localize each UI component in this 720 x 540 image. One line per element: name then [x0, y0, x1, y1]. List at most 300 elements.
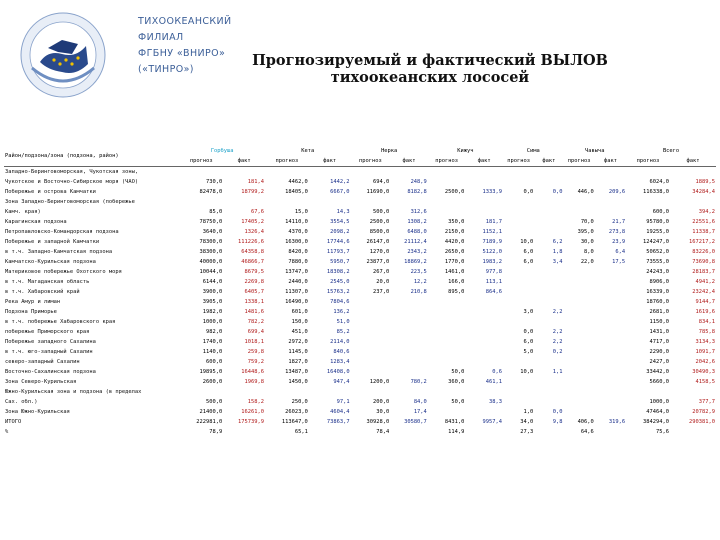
actual-cell	[595, 357, 626, 367]
forecast-cell	[563, 267, 594, 277]
forecast-subheader: прогноз	[359, 158, 382, 164]
forecast-cell: 10,0	[520, 369, 534, 375]
species-header: Кижуч	[457, 148, 474, 154]
forecast-cell	[351, 357, 391, 367]
actual-cell: 6,4	[615, 249, 626, 255]
actual-cell	[595, 377, 626, 387]
forecast-cell: 8431,0	[444, 419, 465, 425]
forecast-cell: 23877,0	[366, 259, 390, 265]
forecast-cell	[265, 387, 309, 397]
forecast-cell	[503, 387, 534, 397]
actual-cell: 0,6	[492, 369, 502, 375]
forecast-cell: 0,0	[523, 189, 534, 195]
forecast-cell: 21400,0	[199, 409, 223, 415]
actual-cell: 377,7	[698, 399, 715, 405]
actual-cell: 11338,7	[692, 229, 715, 235]
forecast-cell: 3900,0	[202, 289, 223, 295]
actual-cell: 17744,6	[326, 239, 350, 245]
forecast-cell: 78,4	[376, 429, 390, 435]
actual-cell	[390, 167, 428, 178]
forecast-cell: 3,0	[523, 309, 534, 315]
forecast-cell: 33442,0	[646, 369, 669, 375]
forecast-cell: 6,0	[523, 249, 534, 255]
actual-cell	[595, 337, 626, 347]
forecast-cell	[563, 377, 594, 387]
actual-cell: 1091,7	[695, 349, 715, 355]
species-header-row	[4, 146, 716, 156]
forecast-cell	[428, 407, 466, 417]
page-title	[230, 52, 630, 86]
actual-cell: 1619,6	[695, 309, 715, 315]
actual-cell	[465, 407, 503, 417]
actual-subheader: факт	[686, 158, 700, 164]
actual-cell: 30580,7	[404, 419, 427, 425]
actual-cell	[595, 287, 626, 297]
forecast-cell: 1150,0	[649, 319, 669, 325]
actual-cell: 23242,4	[692, 289, 715, 295]
actual-cell	[534, 377, 563, 387]
forecast-cell: 24243,0	[646, 269, 669, 275]
actual-cell: 1338,1	[244, 299, 264, 305]
forecast-cell: 6,0	[523, 339, 534, 345]
forecast-cell	[503, 297, 534, 307]
forecast-cell: 26147,0	[366, 239, 390, 245]
forecast-cell: 19255,0	[646, 229, 669, 235]
forecast-cell	[351, 307, 391, 317]
forecast-cell: 1140,0	[202, 349, 223, 355]
row-label: ИТОГО	[5, 419, 22, 425]
actual-cell	[670, 167, 716, 178]
table-row	[4, 417, 716, 427]
actual-cell	[465, 317, 503, 327]
actual-cell: 290381,0	[689, 419, 715, 425]
actual-cell: 1333,9	[482, 189, 502, 195]
row-label: побережье Приморского края	[5, 329, 90, 335]
forecast-cell	[503, 197, 534, 207]
table-row	[4, 407, 716, 417]
table-row	[4, 357, 716, 367]
actual-cell: 14,3	[336, 209, 350, 215]
species-header: Нерка	[381, 148, 398, 154]
forecast-cell: 2681,0	[649, 309, 669, 315]
forecast-cell: 1827,0	[288, 359, 308, 365]
forecast-cell	[503, 357, 534, 367]
forecast-cell: 13747,0	[285, 269, 308, 275]
actual-cell: 699,4	[247, 329, 264, 335]
forecast-cell	[503, 397, 534, 407]
actual-cell	[465, 427, 503, 437]
actual-cell	[595, 427, 626, 437]
forecast-cell: 34,0	[520, 419, 534, 425]
actual-cell	[670, 197, 716, 207]
forecast-cell	[563, 167, 594, 178]
forecast-cell: 11307,0	[285, 289, 308, 295]
actual-cell	[390, 357, 428, 367]
forecast-cell: 4370,0	[288, 229, 308, 235]
forecast-cell: 114,9	[448, 429, 465, 435]
actual-cell	[390, 387, 428, 397]
forecast-subheader: прогноз	[189, 158, 213, 164]
forecast-cell	[428, 207, 466, 217]
forecast-cell	[503, 377, 534, 387]
forecast-cell: 7880,0	[288, 259, 308, 265]
forecast-cell: 78,9	[209, 429, 223, 435]
forecast-cell: 124247,0	[642, 239, 669, 245]
actual-cell: 6405,7	[244, 289, 264, 295]
row-label: в т.ч. побережье Хабаровского края	[5, 319, 116, 325]
forecast-cell: 15,0	[294, 209, 308, 215]
forecast-cell: 4462,0	[288, 179, 308, 185]
forecast-cell	[428, 197, 466, 207]
forecast-cell: 18760,0	[646, 299, 669, 305]
forecast-cell	[626, 387, 670, 397]
actual-cell: 1442,2	[330, 179, 350, 185]
forecast-cell: 384294,0	[642, 419, 669, 425]
forecast-cell: 16339,0	[646, 289, 669, 295]
forecast-subheader: прогноз	[567, 158, 591, 164]
actual-cell: 1283,4	[330, 359, 350, 365]
forecast-cell: 1200,0	[369, 379, 390, 385]
forecast-cell	[265, 197, 309, 207]
actual-cell: 312,6	[410, 209, 427, 215]
actual-cell: 18799,2	[241, 189, 264, 195]
actual-cell	[595, 177, 626, 187]
species-header: Кета	[301, 148, 315, 154]
table-row	[4, 167, 716, 178]
table-row	[4, 307, 716, 317]
forecast-cell: 19895,0	[199, 369, 223, 375]
table-row	[4, 247, 716, 257]
title-line-2: тихоокеанских лососей	[330, 69, 530, 86]
actual-cell	[670, 427, 716, 437]
forecast-cell: 38300,0	[199, 249, 223, 255]
actual-cell: 16448,6	[241, 369, 264, 375]
forecast-cell	[428, 387, 466, 397]
forecast-cell: 70,0	[580, 219, 594, 225]
forecast-cell	[428, 347, 466, 357]
actual-cell: 9,8	[552, 419, 563, 425]
forecast-cell: 237,0	[372, 289, 390, 295]
actual-cell	[595, 277, 626, 287]
actual-cell	[223, 167, 265, 178]
row-label: в т.ч. юго-западный Сахалин	[5, 349, 93, 355]
forecast-cell	[428, 327, 466, 337]
forecast-cell: 14110,0	[285, 219, 308, 225]
forecast-cell: 4717,0	[649, 339, 669, 345]
actual-cell	[534, 427, 563, 437]
forecast-cell	[428, 337, 466, 347]
row-label: Зона Западно-Беринговоморская (побережье	[5, 199, 135, 205]
forecast-cell: 50,0	[451, 399, 465, 405]
forecast-cell: 600,0	[205, 359, 223, 365]
forecast-cell: 65,1	[294, 429, 308, 435]
actual-cell: 6488,0	[407, 229, 427, 235]
forecast-cell: 113647,0	[281, 419, 308, 425]
actual-cell: 3,4	[552, 259, 563, 265]
actual-cell: 4604,4	[330, 409, 350, 415]
actual-cell: 1481,6	[244, 309, 264, 315]
species-header: Сима	[526, 148, 540, 154]
forecast-cell: 1431,0	[649, 329, 669, 335]
actual-cell: 16261,0	[241, 409, 264, 415]
table-row	[4, 367, 716, 377]
forecast-cell: 73555,0	[646, 259, 669, 265]
forecast-cell: 600,0	[652, 209, 669, 215]
actual-cell: 16408,0	[326, 369, 350, 375]
row-label: Камч. края)	[5, 209, 41, 215]
forecast-cell	[563, 397, 594, 407]
actual-cell: 85,2	[336, 329, 350, 335]
actual-cell: 18308,2	[326, 269, 350, 275]
forecast-cell: 22,0	[580, 259, 594, 265]
actual-cell: 30490,3	[692, 369, 715, 375]
forecast-cell: 166,0	[448, 279, 465, 285]
forecast-cell: 2600,0	[202, 379, 223, 385]
actual-cell: 51,0	[336, 319, 350, 325]
forecast-cell: 11690,0	[366, 189, 390, 195]
table-row	[4, 177, 716, 187]
forecast-cell: 730,0	[205, 179, 223, 185]
forecast-cell: 30928,0	[366, 419, 390, 425]
forecast-cell	[563, 307, 594, 317]
forecast-cell: 5,0	[523, 349, 534, 355]
forecast-cell: 82478,0	[199, 189, 223, 195]
actual-cell	[534, 277, 563, 287]
actual-cell: 17,4	[413, 409, 427, 415]
actual-subheader: факт	[323, 158, 337, 164]
forecast-cell: 500,0	[205, 399, 223, 405]
forecast-cell: 1461,0	[444, 269, 465, 275]
actual-cell	[223, 427, 265, 437]
actual-cell: 319,6	[608, 419, 626, 425]
actual-cell	[534, 287, 563, 297]
actual-cell	[595, 347, 626, 357]
actual-cell	[465, 357, 503, 367]
actual-cell	[534, 297, 563, 307]
actual-cell: 210,8	[410, 289, 427, 295]
actual-cell	[309, 197, 351, 207]
table-row	[4, 337, 716, 347]
actual-cell: 2042,6	[695, 359, 715, 365]
actual-cell	[534, 197, 563, 207]
actual-cell: 181,7	[485, 219, 502, 225]
forecast-cell: 13487,0	[285, 369, 308, 375]
actual-cell	[465, 337, 503, 347]
actual-cell	[595, 167, 626, 178]
row-label: Зона Южно-Курильская	[5, 409, 70, 415]
actual-cell: 394,2	[698, 209, 715, 215]
actual-cell: 864,6	[485, 289, 502, 295]
forecast-cell: 1000,0	[649, 399, 669, 405]
forecast-cell	[428, 167, 466, 178]
table-row	[4, 197, 716, 207]
forecast-cell: 64,6	[580, 429, 594, 435]
row-label: Восточно-Сахалинская подзона	[5, 369, 96, 375]
forecast-cell	[563, 357, 594, 367]
actual-cell: 12,2	[413, 279, 427, 285]
forecast-cell: 1145,0	[288, 349, 308, 355]
forecast-cell: 500,0	[372, 209, 390, 215]
actual-subheader: факт	[477, 158, 491, 164]
forecast-cell: 78300,0	[199, 239, 223, 245]
actual-cell: 22551,6	[692, 219, 715, 225]
row-label: Побережье и западной Камчатки	[5, 239, 100, 245]
org-line: («ТИНРО»)	[138, 64, 194, 75]
species-header: Всего	[662, 148, 680, 154]
forecast-cell: 16300,0	[285, 239, 308, 245]
forecast-cell	[563, 387, 594, 397]
organization-name	[138, 14, 238, 78]
forecast-cell: 895,0	[448, 289, 465, 295]
row-label: %	[5, 429, 9, 435]
actual-cell: 273,8	[608, 229, 626, 235]
row-label: в т.ч. Западно-Камчатская подзона	[5, 249, 113, 255]
forecast-cell: 1982,0	[202, 309, 223, 315]
forecast-cell	[503, 277, 534, 287]
tinro-logo-emblem	[18, 10, 108, 100]
forecast-cell: 1000,0	[202, 319, 223, 325]
forecast-cell	[428, 357, 466, 367]
forecast-cell	[428, 297, 466, 307]
actual-cell	[309, 387, 351, 397]
actual-cell: 7804,6	[330, 299, 350, 305]
forecast-cell	[351, 337, 391, 347]
actual-cell: 113,1	[485, 279, 502, 285]
actual-cell: 248,9	[410, 179, 427, 185]
actual-cell: 6667,0	[330, 189, 350, 195]
table-row	[4, 297, 716, 307]
row-label: Зона Северо-Курильская	[5, 379, 77, 385]
row-label: северо-западный Сахалин	[5, 359, 80, 365]
forecast-cell: 694,0	[372, 179, 390, 185]
actual-cell: 18869,2	[404, 259, 427, 265]
actual-cell	[534, 357, 563, 367]
actual-cell: 158,2	[247, 399, 264, 405]
forecast-cell: 18405,0	[285, 189, 308, 195]
table-row	[4, 287, 716, 297]
forecast-cell: 1740,0	[202, 339, 223, 345]
forecast-cell: 2440,0	[288, 279, 308, 285]
actual-cell: 73690,8	[692, 259, 715, 265]
forecast-cell	[563, 207, 594, 217]
actual-cell: 782,2	[247, 319, 264, 325]
forecast-cell: 8420,0	[288, 249, 308, 255]
actual-cell	[309, 167, 351, 178]
forecast-subheader: прогноз	[507, 158, 530, 164]
actual-cell	[534, 317, 563, 327]
forecast-cell	[265, 167, 309, 178]
actual-cell: 8679,5	[244, 269, 264, 275]
actual-cell: 83226,0	[692, 249, 715, 255]
actual-cell	[595, 367, 626, 377]
actual-cell	[595, 297, 626, 307]
row-label: Подзона Приморье	[5, 309, 57, 315]
forecast-cell	[503, 177, 534, 187]
actual-cell	[465, 347, 503, 357]
actual-cell	[595, 327, 626, 337]
actual-cell: 1018,1	[244, 339, 264, 345]
actual-cell: 1152,1	[482, 229, 502, 235]
forecast-cell: 30,0	[580, 239, 594, 245]
forecast-cell: 2500,0	[369, 219, 390, 225]
forecast-cell	[563, 197, 594, 207]
forecast-cell	[563, 297, 594, 307]
row-label: Южно-Курильская зона и подзона (в пределах	[5, 389, 142, 395]
table-row	[4, 277, 716, 287]
actual-cell	[465, 297, 503, 307]
forecast-cell: 446,0	[577, 189, 594, 195]
actual-cell: 259,8	[247, 349, 264, 355]
actual-cell: 0,2	[552, 349, 563, 355]
forecast-cell: 451,0	[291, 329, 308, 335]
actual-cell: 1,8	[552, 249, 563, 255]
actual-cell	[534, 177, 563, 187]
actual-cell	[465, 197, 503, 207]
forecast-cell: 10,0	[520, 239, 534, 245]
forecast-cell: 250,0	[291, 399, 308, 405]
row-label: Петропавловско-Командорская подзона	[5, 229, 119, 235]
actual-cell	[390, 197, 428, 207]
actual-cell: 84,0	[413, 399, 427, 405]
forecast-cell	[428, 317, 466, 327]
actual-subheader: факт	[542, 158, 556, 164]
actual-cell	[465, 307, 503, 317]
actual-cell	[534, 167, 563, 178]
forecast-cell: 200,0	[372, 399, 390, 405]
actual-cell: 21,7	[612, 219, 626, 225]
actual-cell: 1983,2	[482, 259, 502, 265]
table-row	[4, 187, 716, 197]
forecast-cell: 4420,0	[444, 239, 465, 245]
forecast-cell	[179, 197, 223, 207]
actual-subheader: факт	[402, 158, 416, 164]
table-body	[4, 167, 716, 438]
forecast-cell: 50,0	[451, 369, 465, 375]
forecast-cell	[563, 177, 594, 187]
forecast-cell: 0,0	[523, 329, 534, 335]
forecast-cell	[351, 167, 391, 178]
forecast-cell	[503, 287, 534, 297]
forecast-cell	[563, 367, 594, 377]
actual-cell: 1326,4	[244, 229, 264, 235]
forecast-cell	[563, 407, 594, 417]
forecast-cell	[351, 197, 391, 207]
forecast-cell: 6,0	[523, 259, 534, 265]
forecast-cell: 6144,0	[202, 279, 223, 285]
actual-cell: 28183,7	[692, 269, 715, 275]
actual-cell: 0,0	[552, 409, 563, 415]
actual-cell: 2545,0	[330, 279, 350, 285]
forecast-cell	[351, 297, 391, 307]
actual-cell: 4941,2	[695, 279, 715, 285]
actual-cell: 175739,9	[238, 419, 264, 425]
actual-cell: 181,4	[247, 179, 264, 185]
actual-cell: 1969,8	[244, 379, 264, 385]
actual-cell: 64358,8	[241, 249, 264, 255]
forecast-cell: 20,0	[376, 279, 390, 285]
actual-cell: 2,2	[552, 329, 563, 335]
actual-cell	[595, 207, 626, 217]
forecast-cell: 30,0	[376, 409, 390, 415]
actual-cell: 34284,4	[692, 189, 715, 195]
forecast-cell: 3905,0	[202, 299, 223, 305]
actual-cell: 11793,7	[326, 249, 350, 255]
actual-cell	[223, 197, 265, 207]
row-label: Материковое побережье Охотского моря	[5, 269, 122, 275]
actual-cell: 7189,9	[482, 239, 502, 245]
row-label: Чукотское и Восточно-Сибирское моря (ЧАО)	[5, 179, 139, 185]
row-label: Река Амур и лиман	[5, 299, 61, 305]
